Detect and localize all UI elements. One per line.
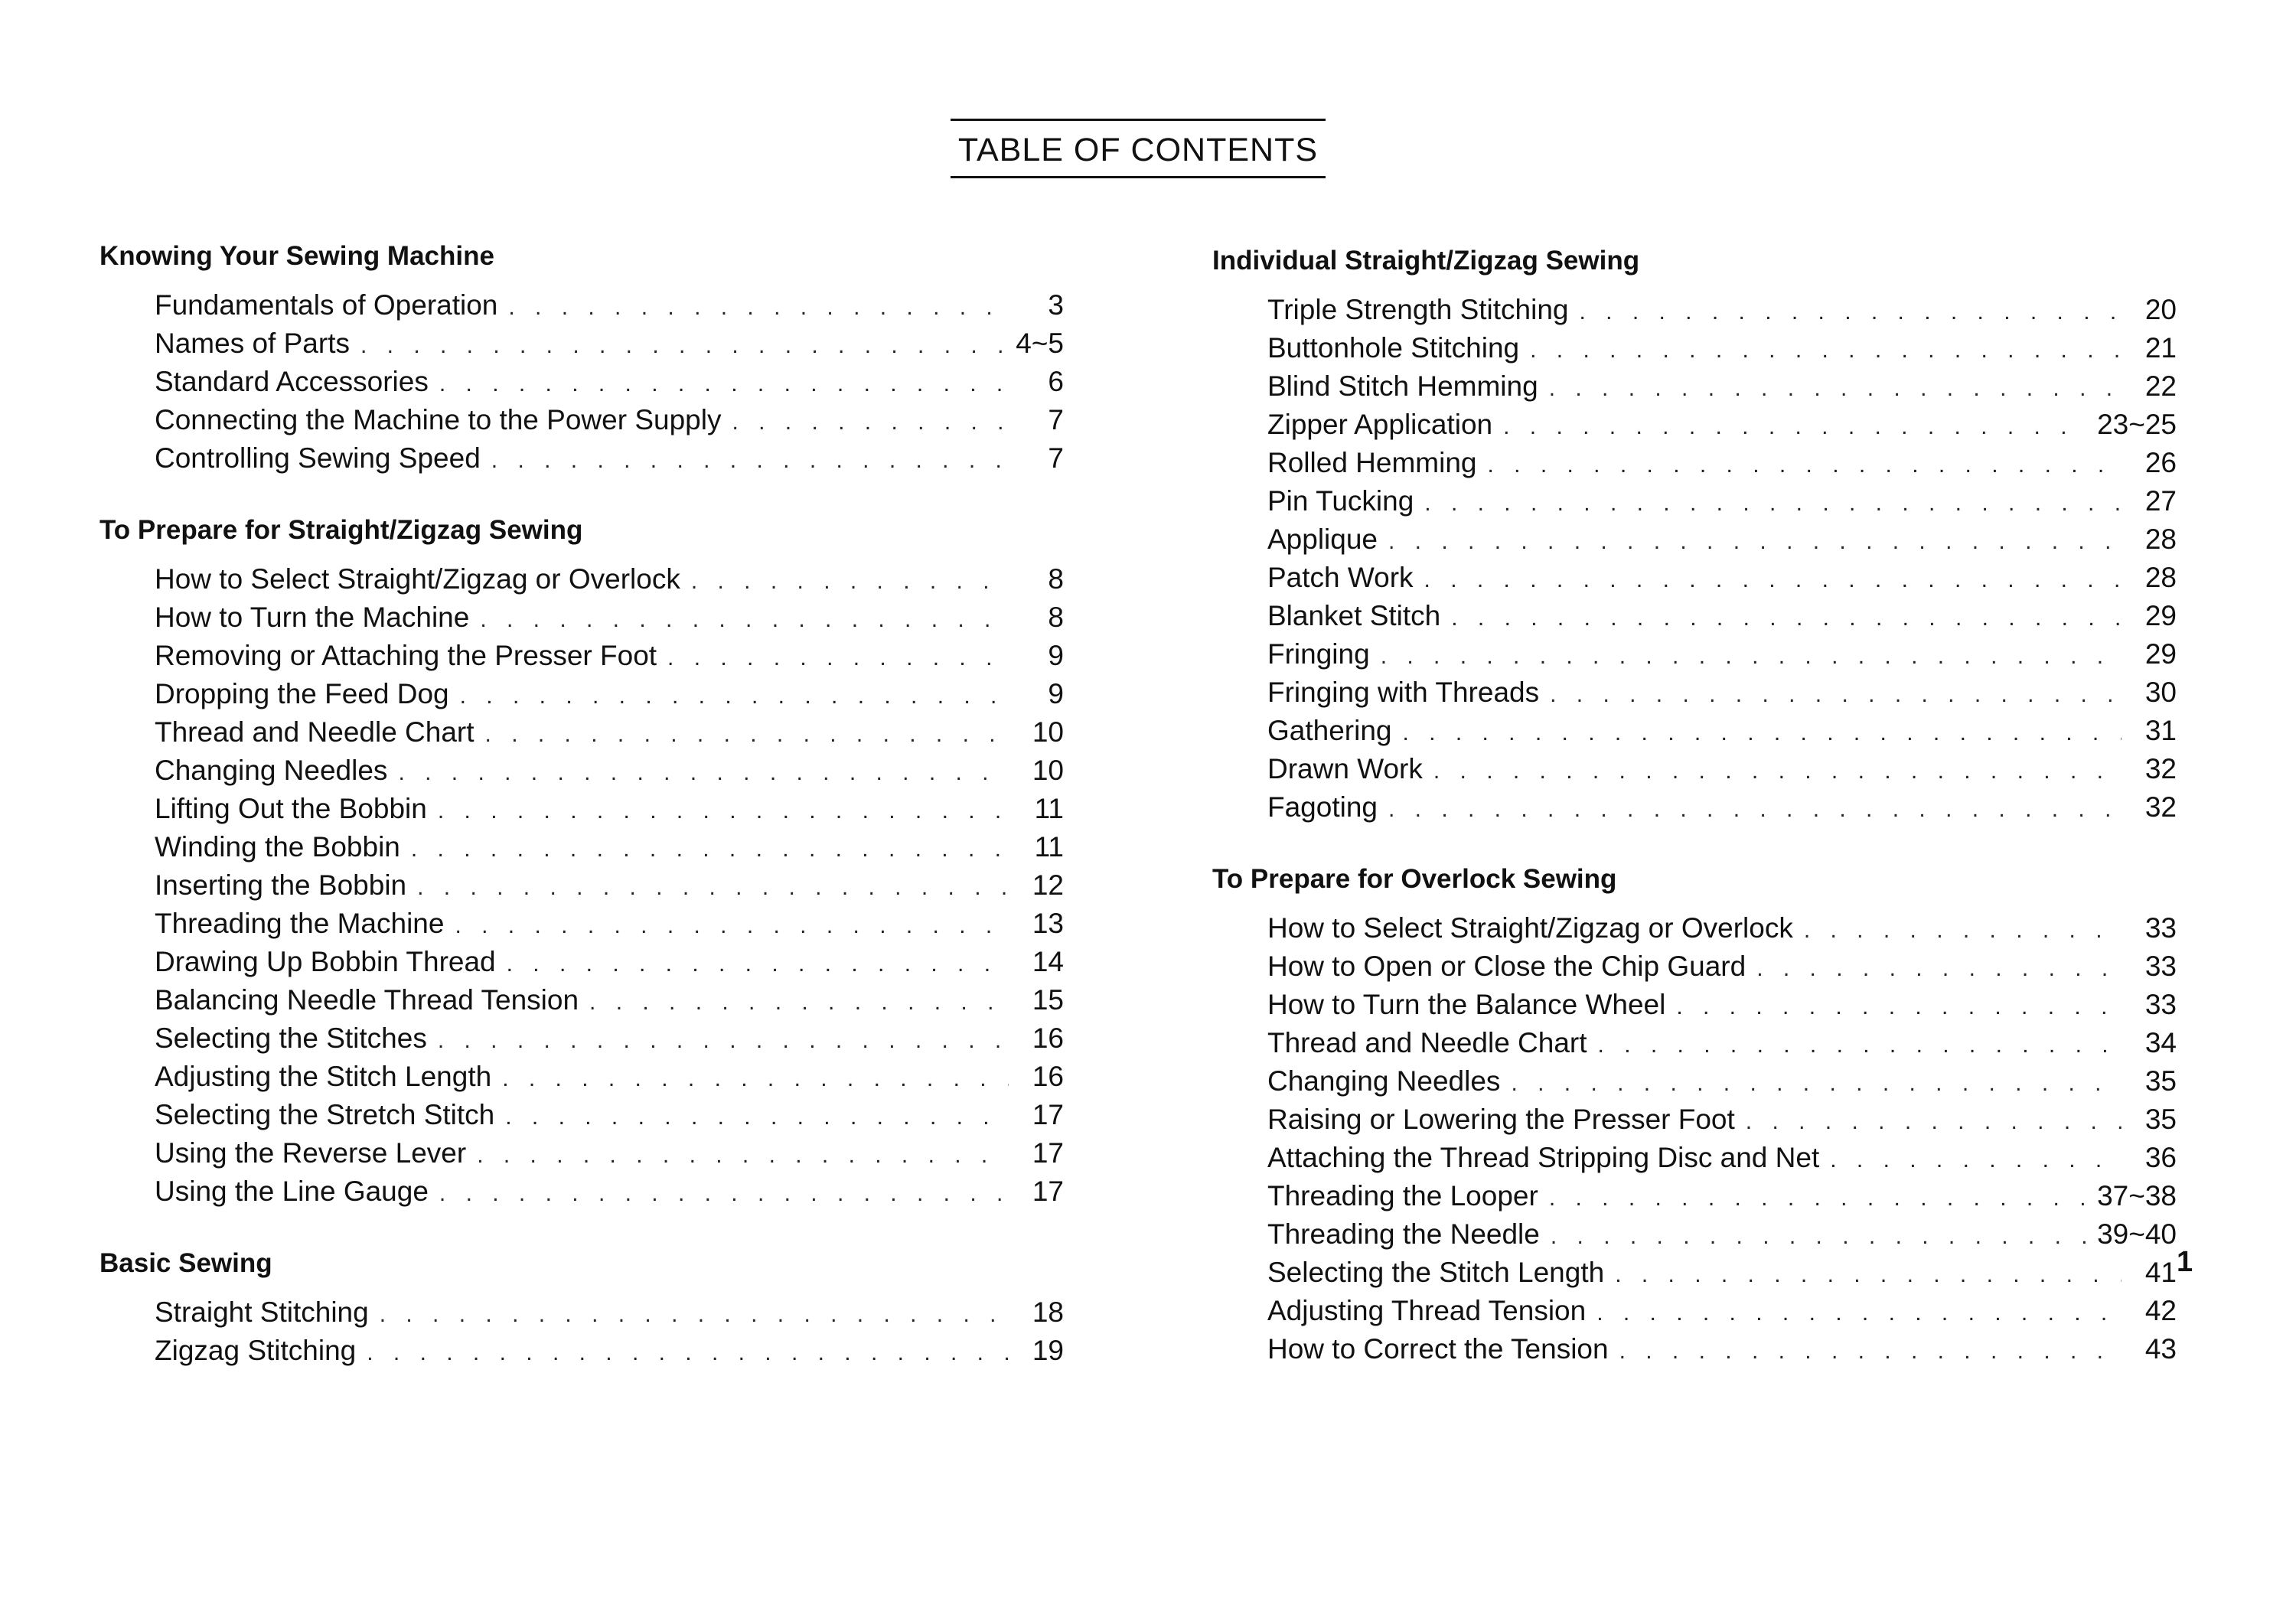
toc-entry-title: Removing or Attaching the Presser Foot [155,640,657,671]
dot-leader [508,289,1009,327]
toc-entry-title: Selecting the Stretch Stitch [155,1099,495,1130]
toc-entry [1267,1292,2177,1330]
toc-entry [1267,909,2177,947]
toc-entry-page: 16 [1032,1022,1064,1054]
toc-entry-page: 27 [2144,485,2177,517]
toc-entry-page: 9 [1048,640,1064,671]
toc-entry-page: 32 [2144,753,2177,784]
toc-entry-title: Drawing Up Bobbin Thread [155,946,496,977]
toc-entry-title: How to Turn the Machine [155,602,470,633]
toc-entry-title: Names of Parts [155,328,350,359]
toc-entry-page: 11 [1034,831,1064,863]
toc-left-column [99,239,1064,1405]
dot-leader [1424,484,2122,523]
toc-entry-title: Pin Tucking [1267,485,1414,517]
toc-entry-title: Winding the Bobbin [155,831,400,863]
toc-entry-title: Threading the Looper [1267,1180,1538,1211]
toc-entry-title: How to Correct the Tension [1267,1333,1609,1365]
toc-entry [155,752,1064,790]
toc-entry-page: 22 [2144,370,2177,402]
toc-entry [155,713,1064,752]
toc-entry-title: How to Open or Close the Chip Guard [1267,951,1746,982]
toc-entry-page: 31 [2144,715,2177,746]
dot-leader [505,1098,1009,1136]
dot-leader [1676,988,2122,1026]
page-title: TABLE OF CONTENTS [951,119,1326,178]
toc-entry [1267,482,2177,520]
toc-entry [155,401,1064,439]
toc-entry-title: Inserting the Bobbin [155,869,407,901]
dot-leader [1550,676,2122,714]
toc-entry-title: Connecting the Machine to the Power Supply [155,404,722,435]
dot-leader [1381,638,2122,676]
dot-leader [1511,1065,2122,1103]
toc-section [1212,243,2177,827]
toc-entry-title: Adjusting the Stitch Length [155,1061,492,1092]
toc-entry-page: 15 [1032,984,1064,1016]
dot-leader [1530,331,2122,370]
dot-leader [1549,1179,2088,1218]
dot-leader [1388,523,2122,561]
dot-leader [1756,950,2122,988]
toc-entry-title: Selecting the Stitch Length [1267,1257,1605,1288]
toc-entry [155,905,1064,943]
toc-entry [1267,986,2177,1024]
toc-entry [155,675,1064,713]
toc-entry-page: 18 [1032,1296,1064,1328]
toc-entry-page: 29 [2144,638,2177,670]
dot-leader [1596,1294,2122,1332]
toc-entry-title: Threading the Machine [155,908,445,939]
toc-entry-page: 32 [2144,791,2177,823]
toc-entry [1267,406,2177,444]
toc-entry-title: Zipper Application [1267,409,1493,440]
toc-entry [155,1293,1064,1332]
toc-entry-page: 42 [2144,1295,2177,1326]
toc-entry [155,828,1064,866]
dot-leader [732,403,1009,442]
toc-section [99,239,1064,478]
toc-entry-page: 20 [2144,294,2177,325]
toc-entry-list [155,560,1064,1211]
toc-entry-title: Rolled Hemming [1267,447,1477,478]
toc-entry-page: 14 [1032,946,1064,977]
dot-leader [398,754,1009,792]
dot-leader [502,1060,1009,1098]
section-heading: Knowing Your Sewing Machine [99,241,494,271]
toc-entry [155,560,1064,598]
toc-entry-title: Changing Needles [155,755,388,786]
toc-section [99,513,1064,1211]
toc-entry-title: Straight Stitching [155,1296,369,1328]
toc-entry-page: 41 [2144,1257,2177,1288]
toc-entry-title: Blind Stitch Hemming [1267,370,1538,402]
dot-leader [360,327,1006,365]
toc-entry-title: How to Select Straight/Zigzag or Overlock [155,563,680,595]
dot-leader [439,1175,1009,1213]
toc-entry [155,637,1064,675]
toc-entry-title: Fringing with Threads [1267,677,1540,708]
toc-entry [155,943,1064,981]
dot-leader [1388,791,2122,829]
toc-entry-title: How to Turn the Balance Wheel [1267,989,1666,1020]
dot-leader [1615,1256,2122,1294]
dot-leader [480,601,1009,639]
toc-entry-page: 6 [1048,366,1064,397]
dot-leader [455,907,1009,945]
dot-leader [1746,1103,2122,1141]
toc-entry [1267,597,2177,635]
dot-leader [491,442,1009,480]
toc-entry-title: Buttonhole Stitching [1267,332,1520,364]
toc-entry [155,286,1064,324]
toc-entry [155,1134,1064,1172]
toc-entry [1267,1062,2177,1101]
toc-entry [155,439,1064,478]
toc-entry-page: 10 [1032,755,1064,786]
dot-leader [1580,293,2122,331]
dot-leader [438,1022,1009,1060]
toc-entry-list [1267,291,2177,827]
toc-entry-page: 19 [1032,1335,1064,1366]
page-number: 1 [2177,1246,2193,1278]
toc-entry [1267,520,2177,559]
toc-entry [1267,1139,2177,1177]
toc-entry-title: Selecting the Stitches [155,1022,427,1054]
toc-entry [155,1332,1064,1370]
toc-entry [1267,750,2177,788]
dot-leader [1804,911,2122,950]
dot-leader [1549,370,2122,408]
toc-entry-page: 34 [2144,1027,2177,1058]
toc-entry-page: 36 [2144,1142,2177,1173]
dot-leader [411,830,1009,869]
dot-leader [439,365,1009,403]
toc-entry-title: Controlling Sewing Speed [155,442,481,474]
toc-entry-page: 35 [2144,1104,2177,1135]
toc-entry-page: 28 [2144,562,2177,593]
dot-leader [1451,599,2122,638]
toc-entry-title: Thread and Needle Chart [155,716,475,748]
toc-entry [1267,1024,2177,1062]
toc-entry [1267,712,2177,750]
toc-entry-page: 37~38 [2097,1180,2177,1211]
toc-entry-title: Fundamentals of Operation [155,289,498,321]
toc-entry-title: Gathering [1267,715,1392,746]
dot-leader [1551,1218,2088,1256]
toc-entry-page: 33 [2144,989,2177,1020]
section-heading: Individual Straight/Zigzag Sewing [1212,246,1640,276]
dot-leader [460,677,1009,716]
toc-entry-page: 29 [2144,600,2177,631]
dot-leader [589,983,1009,1022]
toc-entry-title: Patch Work [1267,562,1414,593]
toc-entry-page: 11 [1034,793,1064,824]
toc-entry-page: 17 [1032,1099,1064,1130]
toc-entry [1267,1215,2177,1254]
toc-entry [1267,947,2177,986]
toc-entry [1267,788,2177,827]
toc-entry-page: 33 [2144,951,2177,982]
section-heading: To Prepare for Straight/Zigzag Sewing [99,515,583,545]
toc-entry-title: Attaching the Thread Stripping Disc and Net [1267,1142,1820,1173]
dot-leader [477,1136,1009,1175]
toc-entry [1267,291,2177,329]
toc-entry [1267,1101,2177,1139]
toc-entry-page: 13 [1032,908,1064,939]
toc-entry [1267,635,2177,673]
toc-entry-title: Fringing [1267,638,1370,670]
toc-entry [155,1096,1064,1134]
toc-entry [1267,329,2177,367]
toc-entry [1267,444,2177,482]
toc-entry-page: 3 [1048,289,1064,321]
dot-leader [1598,1026,2122,1065]
toc-entry-page: 23~25 [2097,409,2177,440]
toc-entry-title: Thread and Needle Chart [1267,1027,1587,1058]
toc-entry-title: Zigzag Stitching [155,1335,357,1366]
dot-leader [380,1296,1009,1334]
toc-entry-page: 39~40 [2097,1218,2177,1250]
toc-entry [1267,1254,2177,1292]
toc-entry-page: 10 [1032,716,1064,748]
toc-entry-title: Drawn Work [1267,753,1423,784]
toc-entry [155,1058,1064,1096]
toc-entry-page: 33 [2144,912,2177,944]
dot-leader [417,869,1009,907]
toc-right-column [1212,243,2177,1404]
toc-entry-title: How to Select Straight/Zigzag or Overlock [1267,912,1793,944]
toc-entry-page: 16 [1032,1061,1064,1092]
dot-leader [507,945,1009,983]
section-heading: To Prepare for Overlock Sewing [1212,864,1617,894]
dot-leader [1488,446,2122,484]
dot-leader [1830,1141,2122,1179]
toc-section [99,1246,1064,1370]
toc-entry [155,363,1064,401]
toc-entry [155,1019,1064,1058]
dot-leader [1403,714,2122,752]
toc-entry-page: 12 [1032,869,1064,901]
section-heading: Basic Sewing [99,1248,272,1278]
toc-entry [155,981,1064,1019]
toc-entry-title: Adjusting Thread Tension [1267,1295,1587,1326]
toc-entry-title: Blanket Stitch [1267,600,1441,631]
toc-entry-page: 21 [2144,332,2177,364]
dot-leader [1424,561,2122,599]
toc-entry [155,1172,1064,1211]
toc-section [1212,862,2177,1368]
toc-entry-page: 9 [1048,678,1064,709]
toc-entry [155,598,1064,637]
toc-entry-page: 30 [2144,677,2177,708]
toc-entry-title: Using the Line Gauge [155,1176,429,1207]
toc-entry-title: Threading the Needle [1267,1218,1540,1250]
toc-entry-title: Balancing Needle Thread Tension [155,984,579,1016]
toc-entry-page: 28 [2144,523,2177,555]
toc-entry [1267,1330,2177,1368]
toc-entry [155,790,1064,828]
toc-entry-page: 8 [1048,602,1064,633]
toc-entry-title: Fagoting [1267,791,1378,823]
toc-entry-title: Applique [1267,523,1378,555]
toc-entry-title: Changing Needles [1267,1065,1501,1097]
dot-leader [367,1334,1009,1372]
toc-entry-list [1267,909,2177,1368]
toc-entry [1267,673,2177,712]
toc-entry-page: 43 [2144,1333,2177,1365]
dot-leader [691,563,1009,601]
toc-entry [155,324,1064,363]
toc-entry-title: Standard Accessories [155,366,429,397]
toc-entry-page: 35 [2144,1065,2177,1097]
toc-entry-page: 17 [1032,1137,1064,1169]
dot-leader [438,792,1009,830]
toc-entry-page: 17 [1032,1176,1064,1207]
dot-leader [667,639,1009,677]
toc-entry-list [155,286,1064,478]
toc-entry [1267,1177,2177,1215]
dot-leader [1433,752,2122,791]
dot-leader [1619,1332,2122,1371]
toc-entry-list [155,1293,1064,1370]
toc-entry-title: Raising or Lowering the Presser Foot [1267,1104,1735,1135]
toc-entry-title: Triple Strength Stitching [1267,294,1569,325]
toc-entry [155,866,1064,905]
toc-entry-title: Dropping the Feed Dog [155,678,449,709]
toc-entry-page: 7 [1048,404,1064,435]
toc-entry-page: 8 [1048,563,1064,595]
toc-entry [1267,367,2177,406]
toc-entry-title: Using the Reverse Lever [155,1137,467,1169]
toc-entry-page: 26 [2144,447,2177,478]
toc-entry-page: 4~5 [1016,328,1064,359]
dot-leader [1503,408,2088,446]
toc-entry-page: 7 [1048,442,1064,474]
toc-entry-title: Lifting Out the Bobbin [155,793,427,824]
toc-entry [1267,559,2177,597]
dot-leader [485,716,1009,754]
